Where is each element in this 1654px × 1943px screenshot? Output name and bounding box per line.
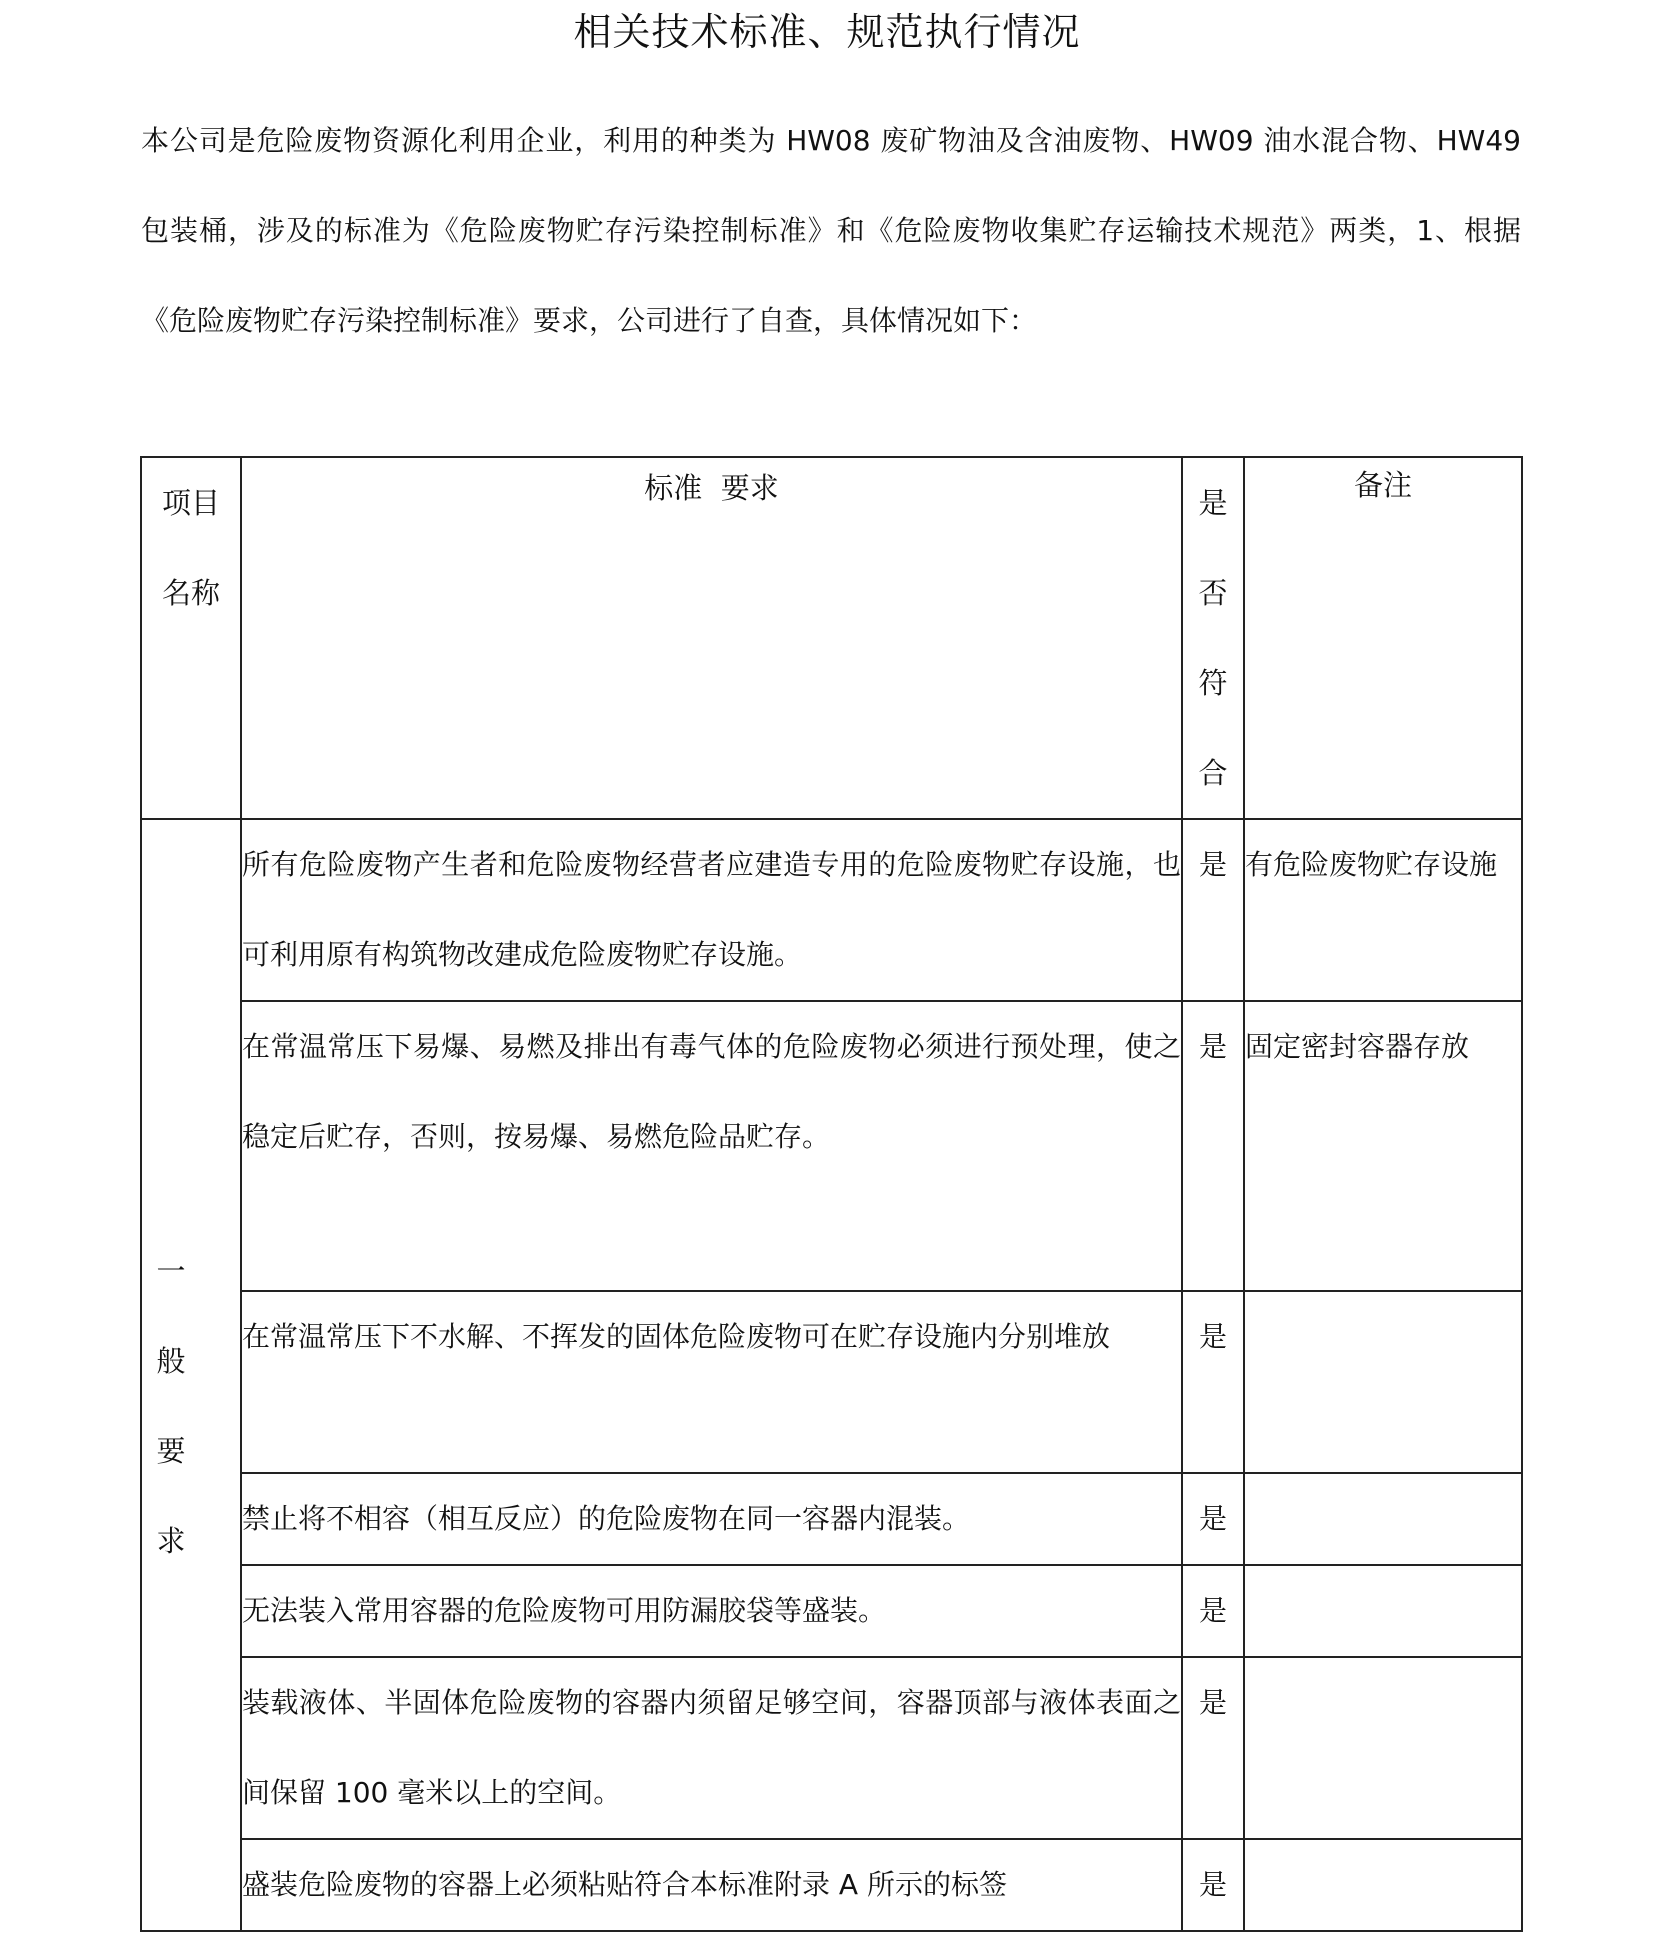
document-title: 相关技术标准、规范执行情况 [573,10,1081,54]
requirement-cell: 盛装危险废物的容器上必须粘贴符合本标准附录 A 所示的标签 [241,1839,1182,1931]
compliant-cell: 是 [1182,819,1244,1001]
requirement-cell: 无法装入常用容器的危险废物可用防漏胶袋等盛装。 [241,1565,1182,1657]
category-general-requirements [141,819,241,1931]
compliant-cell: 是 [1182,1473,1244,1565]
header-item-name: 项目 名称 [141,457,241,819]
standards-table [140,456,1523,1932]
note-cell [1244,1657,1522,1839]
table-row [141,1473,1522,1565]
requirement-cell: 在常温常压下易爆、易燃及排出有毒气体的危险废物必须进行预处理，使之稳定后贮存，否则，按易爆、易燃危险品贮存。 [241,1001,1182,1291]
note-cell [1244,1839,1522,1931]
compliant-cell: 是 [1182,1657,1244,1839]
compliant-cell: 是 [1182,1001,1244,1291]
table-header-row [141,457,1522,819]
header-standard-requirement: 标准 要求 [241,457,1182,819]
intro-paragraph: 本公司是危险废物资源化利用企业，利用的种类为 HW08 废矿物油及含油废物、HW09 油水混合物、HW49 包装桶，涉及的标准为《危险废物贮存污染控制标准》和《危险废物收集贮存运输技术规范》两类，1、根据《危险废物贮存污染控制标准》要求，公司进行了自查，具体情况如下： [141,124,1521,337]
note-cell [1244,1565,1522,1657]
table-row [141,1001,1522,1291]
requirement-cell: 装载液体、半固体危险废物的容器内须留足够空间，容器顶部与液体表面之间保留 100 毫米以上的空间。 [241,1657,1182,1839]
note-cell [1244,1291,1522,1473]
category-label: 一 般 要 求 [156,1254,186,1558]
header-note: 备注 [1244,457,1522,819]
requirement-cell: 禁止将不相容（相互反应）的危险废物在同一容器内混装。 [241,1473,1182,1565]
note-cell: 有危险废物贮存设施 [1244,819,1522,1001]
note-cell: 固定密封容器存放 [1244,1001,1522,1291]
table-row [141,1565,1522,1657]
header-compliant: 是 否 符 合 [1182,457,1244,819]
note-cell [1244,1473,1522,1565]
compliant-cell: 是 [1182,1839,1244,1931]
table-row [141,1657,1522,1839]
requirement-cell: 所有危险废物产生者和危险废物经营者应建造专用的危险废物贮存设施，也可利用原有构筑物改建成危险废物贮存设施。 [241,819,1182,1001]
compliant-cell: 是 [1182,1291,1244,1473]
compliant-cell: 是 [1182,1565,1244,1657]
table-row [141,1291,1522,1473]
requirement-cell: 在常温常压下不水解、不挥发的固体危险废物可在贮存设施内分别堆放 [241,1291,1182,1473]
table-row [141,1839,1522,1931]
table-row [141,819,1522,1001]
